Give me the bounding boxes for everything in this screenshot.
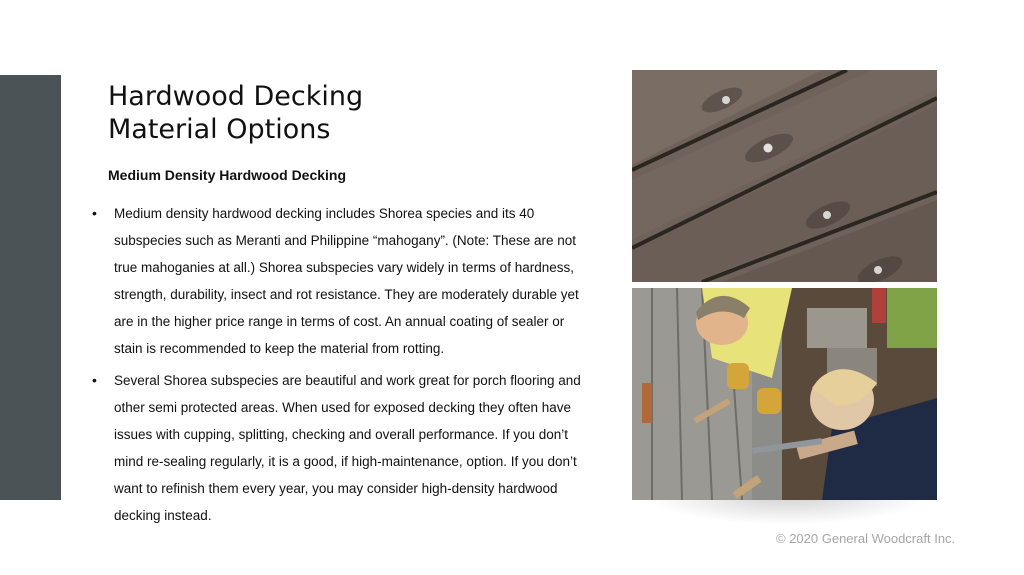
slide-subtitle: Medium Density Hardwood Decking xyxy=(108,167,347,183)
workers-on-deck-photo xyxy=(632,288,937,500)
slide-title-line-2: Material Options xyxy=(108,114,331,145)
bullet-list xyxy=(90,200,585,534)
bullet-item: • Medium density hardwood decking includes Shorea species and its 40 subspecies such as Meranti and Philippine “mahogany”. (Note: These are not true mahoganies at all.) Shorea subspecies vary widely in terms of hardness, strength, durability, insect and rot resistance. They are moderately durable yet are in the higher price range in terms of cost. An annual coating of sealer or stain is recommended to keep the material from rotting. xyxy=(90,200,585,362)
slide-title-line-1: Hardwood Decking xyxy=(108,81,364,112)
decking-closeup-photo xyxy=(632,70,937,282)
copyright-footer: © 2020 General Woodcraft Inc. xyxy=(776,531,956,546)
slide-accent-bar xyxy=(0,75,61,500)
slide-title xyxy=(108,80,528,146)
bullet-item: • Several Shorea subspecies are beautiful and work great for porch flooring and other semi protected areas. When used for exposed decking they often have issues with cupping, splitting, checking and overall performance. If you don’t mind re-sealing regularly, it is a good, if high-maintenance, option. If you don’t want to refinish them every year, you may consider high-density hardwood decking instead. xyxy=(90,367,585,529)
